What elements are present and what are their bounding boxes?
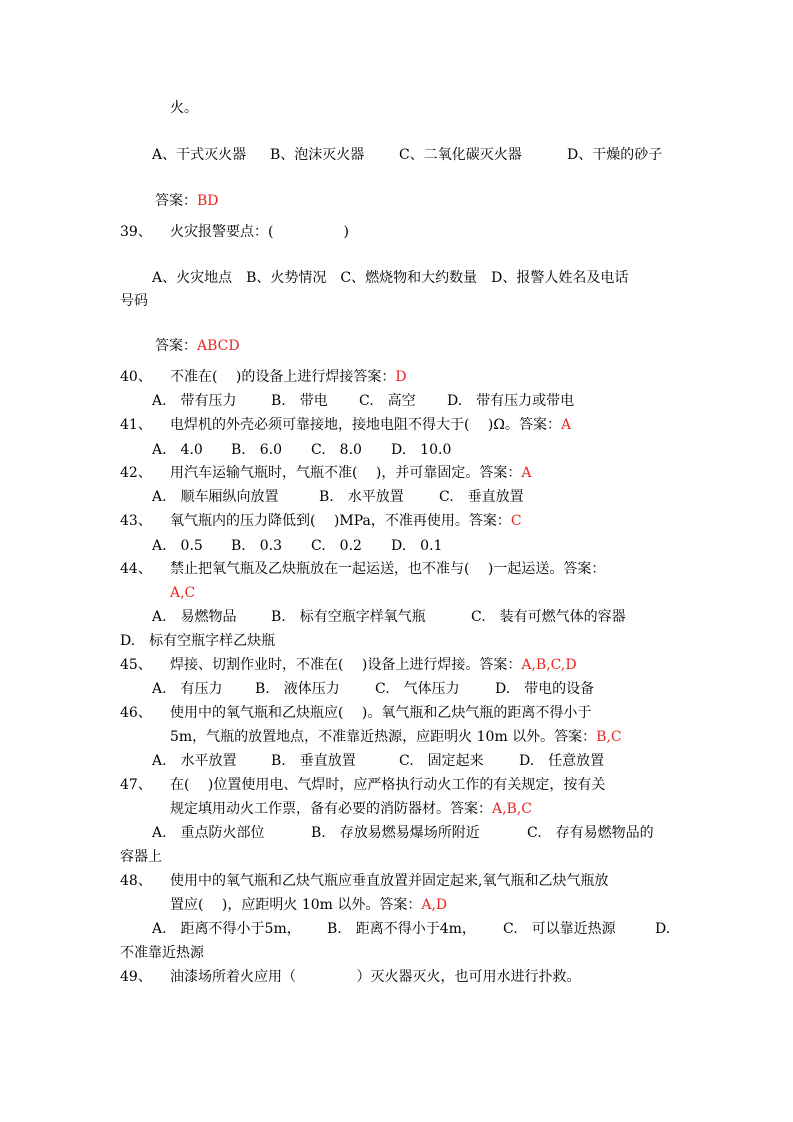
question-text: 使用中的氧气瓶和乙炔气瓶应垂直放置并固定起来,氧气瓶和乙炔气瓶放	[170, 873, 609, 889]
q43-option-b: B. 0.3	[231, 538, 283, 554]
q44-option-d: D. 标有空瓶字样乙炔瓶	[120, 633, 276, 649]
q38-answer	[155, 192, 219, 210]
question-number: 41、	[120, 417, 152, 433]
q45-option-d: D. 带电的设备	[495, 681, 595, 697]
q45-option-a: A. 有压力	[152, 681, 223, 697]
question-text: 不准在( )的设备上进行焊接答案：	[170, 369, 396, 385]
q46-question-line1	[120, 704, 591, 722]
answer-value: C	[510, 513, 522, 529]
q44-option-b: B. 标有空瓶字样氧气瓶	[271, 609, 426, 625]
q40-option-d: D. 带有压力或带电	[447, 393, 575, 409]
question-text: 5m，气瓶的放置地点，不准靠近热源，应距明火 10m 以外。答案：	[170, 729, 597, 745]
q42-option-b: B. 水平放置	[319, 489, 404, 505]
q45-question	[120, 656, 577, 674]
answer-label: 答案：	[155, 338, 197, 354]
question-text: 禁止把氧气瓶及乙炔瓶放在一起运送，也不准与( )一起运送。答案：	[170, 561, 606, 577]
question-number: 45、	[120, 657, 152, 673]
q38-option-d: D、干燥的砂子	[567, 147, 663, 163]
answer-value: ABCD	[197, 338, 240, 354]
q48-options-wrap: 不准靠近热源	[120, 945, 204, 961]
question-number: 42、	[120, 465, 152, 481]
q46-option-a: A. 水平放置	[152, 753, 237, 769]
q38-option-c: C、二氧化碳灭火器	[399, 147, 522, 163]
question-text: 氧气瓶内的压力降低到( )MPa，不准再使用。答案：	[170, 513, 511, 529]
q38-tail: 火。	[170, 100, 198, 116]
q46-question-line2	[170, 728, 622, 746]
q47-option-a: A. 重点防火部位	[152, 825, 265, 841]
q44-question	[120, 560, 605, 578]
q48-question-line1	[120, 872, 608, 890]
answer-value: A	[560, 417, 572, 433]
q40-option-a: A. 带有压力	[152, 393, 237, 409]
q40-option-b: B. 带电	[271, 393, 328, 409]
q43-question	[120, 512, 522, 530]
q48-option-a: A. 距离不得小于5m，	[152, 921, 301, 937]
q43-option-c: C. 0.2	[311, 538, 362, 554]
q39-options-line1: A、火灾地点 B、火势情况 C、燃烧物和大约数量 D、报警人姓名及电话	[152, 270, 629, 286]
q46-option-c: C. 固定起来	[399, 753, 484, 769]
q46-option-d: D. 任意放置	[519, 753, 605, 769]
question-text: 使用中的氧气瓶和乙炔瓶应( )。氧气瓶和乙炔气瓶的距离不得小于	[170, 705, 592, 721]
answer-value: D	[395, 369, 407, 385]
q48-question-line2	[170, 896, 447, 914]
answer-value: A,B,C,D	[521, 657, 577, 673]
question-text: 焊接、切割作业时，不准在( )设备上进行焊接。答案：	[170, 657, 522, 673]
question-text: 火灾报警要点：( )	[170, 224, 349, 240]
q45-option-b: B. 液体压力	[255, 681, 340, 697]
q40-question	[120, 368, 407, 386]
question-number: 49、	[120, 969, 152, 985]
question-text: 在( )位置使用电、气焊时，应严格执行动火工作的有关规定，按有关	[170, 777, 606, 793]
q48-option-d: D.	[655, 921, 671, 937]
question-number: 43、	[120, 513, 152, 529]
q49-question	[120, 968, 580, 986]
question-number: 47、	[120, 777, 152, 793]
question-text: 油漆场所着火应用（ ）灭火器灭火，也可用水进行扑救。	[170, 969, 581, 985]
q48-option-c: C. 可以靠近热源	[503, 921, 616, 937]
q44-option-a: A. 易燃物品	[152, 609, 237, 625]
q42-option-c: C. 垂直放置	[439, 489, 524, 505]
question-text: 用汽车运输气瓶时，气瓶不准( )，并可靠固定。答案：	[170, 465, 522, 481]
answer-value: A,B,C	[492, 801, 533, 817]
q46-option-b: B. 垂直放置	[271, 753, 356, 769]
q43-option-a: A. 0.5	[152, 538, 203, 554]
q42-question	[120, 464, 532, 482]
q45-option-c: C. 气体压力	[375, 681, 460, 697]
q47-question-line1	[120, 776, 605, 794]
question-text: 电焊机的外壳必须可靠接地，接地电阻不得大于( )Ω。答案：	[170, 417, 561, 433]
q47-question-line2	[170, 800, 532, 818]
q38-option-b: B、泡沫灭火器	[270, 147, 365, 163]
q43-option-d: D. 0.1	[391, 538, 443, 554]
q44-answer: A,C	[170, 585, 196, 601]
q41-option-b: B. 6.0	[231, 442, 283, 458]
question-number: 44、	[120, 561, 152, 577]
q41-question	[120, 416, 571, 434]
q41-option-d: D. 10.0	[391, 442, 452, 458]
answer-value: B,C	[596, 729, 622, 745]
q41-option-a: A. 4.0	[152, 442, 203, 458]
q48-option-b: B. 距离不得小于4m，	[327, 921, 476, 937]
answer-value: BD	[197, 193, 219, 209]
answer-label: 答案：	[155, 193, 197, 209]
q44-option-c: C. 装有可燃气体的容器	[471, 609, 626, 625]
question-number: 40、	[120, 369, 152, 385]
question-number: 48、	[120, 873, 152, 889]
question-text: 规定填用动火工作票，备有必要的消防器材。答案：	[170, 801, 492, 817]
q39-answer	[155, 337, 240, 355]
q38-option-a: A、干式灭火器	[152, 147, 247, 163]
q40-option-c: C. 高空	[359, 393, 416, 409]
question-number: 39、	[120, 224, 152, 240]
answer-value: A,D	[421, 897, 448, 913]
q42-option-a: A. 顺车厢纵向放置	[152, 489, 279, 505]
q47-options-wrap: 容器上	[120, 849, 162, 865]
q47-option-c: C. 存有易燃物品的	[527, 825, 654, 841]
q47-option-b: B. 存放易燃易爆场所附近	[311, 825, 480, 841]
q41-option-c: C. 8.0	[311, 442, 362, 458]
q39-question	[120, 223, 349, 241]
question-number: 46、	[120, 705, 152, 721]
question-text: 置应( )，应距明火 10m 以外。答案：	[170, 897, 422, 913]
answer-value: A	[521, 465, 532, 481]
q39-options-line2: 号码	[120, 293, 148, 309]
